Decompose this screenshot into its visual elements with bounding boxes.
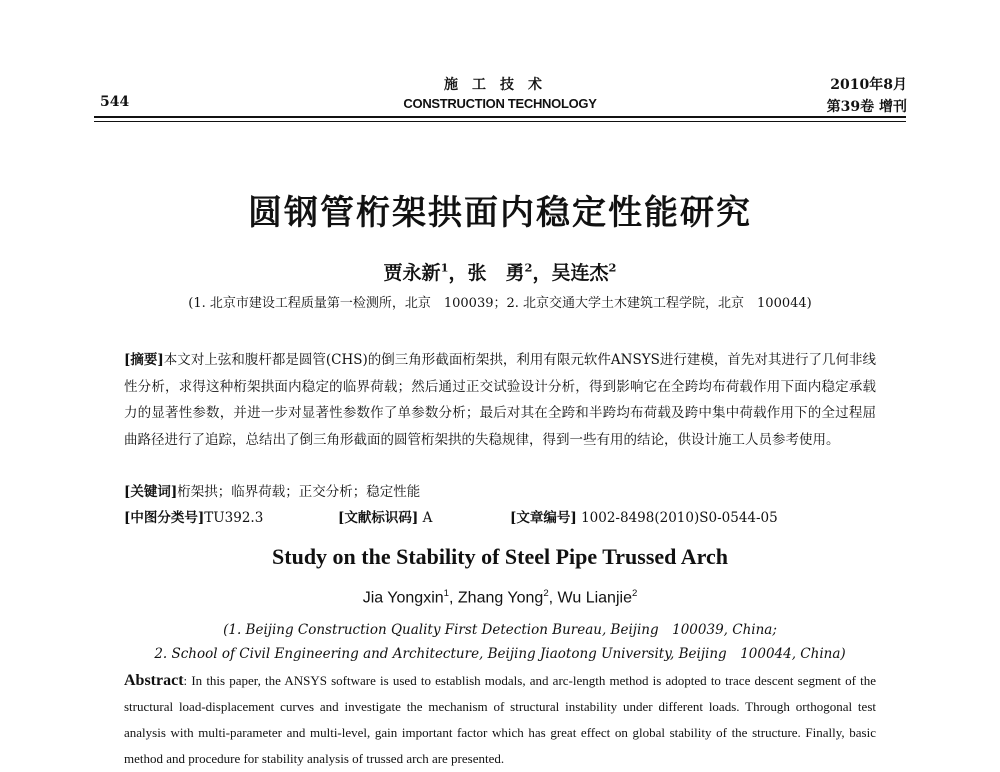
clc-label: [中图分类号] [124,510,205,526]
issue-date: 2010年8月 [830,77,907,93]
author-affil-mark: 2 [608,260,617,275]
clc-value: TU392.3 [204,510,264,526]
volume-info: 第39卷 增刊 [826,99,907,115]
article-no-value: 1002-8498(2010)S0-0544-05 [581,510,778,526]
abstract-en-label: Abstract [124,672,184,689]
header-rule-thick [94,116,906,118]
author-affil-mark: 2 [543,588,549,599]
keywords-cn-label: [关键词] [124,484,178,500]
paper-title-cn: 圆钢管桁架拱面内稳定性能研究 [248,193,752,233]
author-name: 张 勇 [467,262,525,284]
author-affil-mark: 2 [631,588,638,599]
affiliation-en-2: 2. School of Civil Engineering and Architecture, Beijing Jiaotong University, Beijing 100044, China) [154,646,846,662]
author-affil-mark: 1 [443,588,449,599]
abstract-en-text: In this paper, the ANSYS software is used to establish modals, and arc-length method is adopted to trace descent segment of the structural load-displacement curves and investigate the mechanism of structural instability under different loads. Through orthogonal test analysis with multi-parameter and multi-level, gain important factor which has great effect on global stability of the structure. Finally, basic method and procedure for stability analysis of trussed arch are presented. [124,673,876,766]
article-no-label: [文章编号] [510,510,577,526]
keywords-cn-text: 桁架拱；临界荷载；正交分析；稳定性能 [177,484,421,500]
abstract-cn-label: [摘要] [124,352,164,368]
page-number: 544 [100,94,130,110]
journal-title-cn: 施工技术 [444,77,556,93]
authors-cn: 贾永新$^1$，张 勇$^2$，吴连杰$^2$ [383,260,617,284]
header-rule-thin [94,121,906,122]
doc-code-label: [文献标识码] [338,510,419,526]
author-name: 贾永新 [383,262,441,284]
abstract-cn-text: 本文对上弦和腹杆都是圆管(CHS)的倒三角形截面桁架拱，利用有限元软件ANSYS进行建模，首先对其进行了几何非线性分析，求得这种桁架拱面内稳定的临界荷载；然后通过正交试验设计分析，得到影响它在全跨均布荷载作用下面内稳定承载力的显著性参数，并进一步对显著性参数作了单参数分析；最后对其在全跨和半跨均布荷载及跨中集中荷载作用下的全过程屈曲路径进行了追踪，总结出了倒三角形截面的圆管桁架拱的失稳规律，得到一些有用的结论，供设计施工人员参考使用。 [124,352,876,448]
clc-number [124,506,263,526]
author-affil-mark: 2 [524,260,533,275]
article-number [510,506,778,526]
authors-en: Jia Yongxin$^1$, Zhang Yong$^2$, Wu Lianjie$^2$ [362,588,638,607]
abstract-en: Abstract: In this paper, the ANSYS software is used to establish modals, and arc-length method is adopted to trace descent segment of the structural load-displacement curves and investigate the mechanism of structural instability under different loads. Through orthogonal test analysis with multi-parameter and multi-level, gain important factor which has great effect on global stability of the structure. Finally, basic method and procedure for stability analysis of trussed arch are presented. [124,672,876,766]
author-name: Zhang Yong [457,589,544,607]
document-code [338,506,432,526]
author-name: 吴连杰 [551,262,609,284]
affiliation-cn: (1. 北京市建设工程质量第一检测所，北京 100039；2. 北京交通大学土木建筑工程学院，北京 100044) [188,296,812,311]
journal-title-en: CONSTRUCTION TECHNOLOGY [403,96,597,111]
author-name: Jia Yongxin [362,589,444,607]
doc-code-value: A [422,510,433,526]
author-affil-mark: 1 [440,260,449,275]
affiliation-en-1: (1. Beijing Construction Quality First Detection Bureau, Beijing 100039, China; [223,622,777,638]
abstract-cn [124,347,876,453]
author-name: Wu Lianjie [557,589,632,607]
paper-title-en: Study on the Stability of Steel Pipe Trussed Arch [272,544,728,569]
keywords-cn [124,480,420,500]
